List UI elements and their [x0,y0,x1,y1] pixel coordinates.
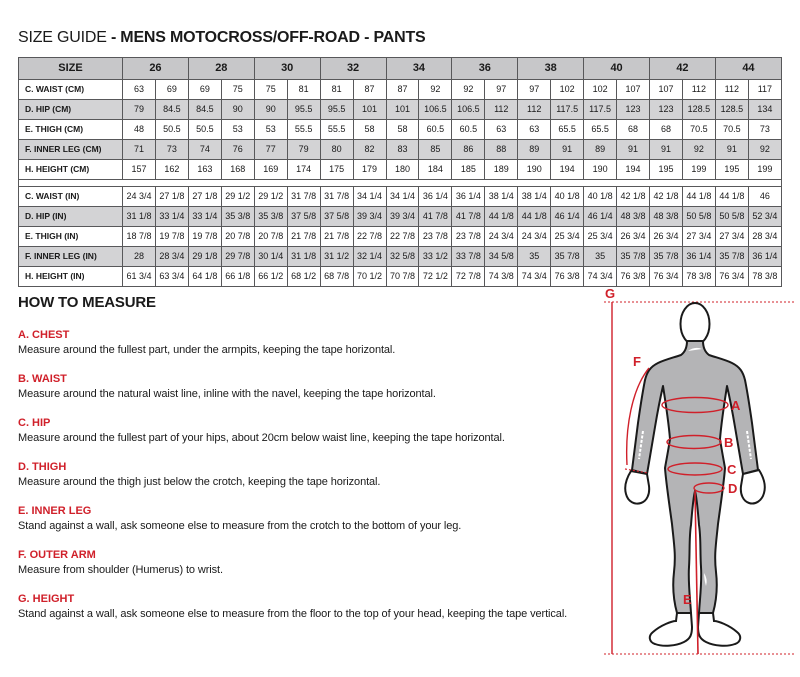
size-value-cell: 21 7/8 [287,227,320,247]
size-value-cell: 194 [617,160,650,180]
size-table-row [19,267,782,287]
size-value-cell: 112 [518,100,551,120]
size-value-cell: 44 1/8 [485,207,518,227]
size-value-cell: 44 1/8 [682,187,715,207]
size-value-cell: 179 [353,160,386,180]
size-value-cell: 29 7/8 [221,247,254,267]
size-value-cell: 34 1/4 [386,187,419,207]
size-value-cell: 33 1/2 [419,247,452,267]
size-value-cell: 102 [551,80,584,100]
size-value-cell: 39 3/4 [353,207,386,227]
size-column-header: 28 [188,58,254,80]
measure-item-label: A. CHEST [18,329,70,341]
size-value-cell: 58 [353,120,386,140]
size-value-cell: 53 [254,120,287,140]
size-value-cell: 41 7/8 [419,207,452,227]
size-value-cell: 190 [518,160,551,180]
size-value-cell: 76 3/8 [551,267,584,287]
size-value-cell: 44 1/8 [518,207,551,227]
size-value-cell: 90 [254,100,287,120]
measure-item-text: Measure around the fullest part of your hips, about 20cm below waist line, keeping the tape horizontal. [18,432,505,444]
size-value-cell: 58 [386,120,419,140]
size-value-cell: 27 3/4 [715,227,748,247]
size-value-cell: 29 1/8 [188,247,221,267]
size-value-cell: 28 [123,247,156,267]
figure-label-f: F [633,354,641,369]
size-value-cell: 87 [386,80,419,100]
size-value-cell: 95.5 [320,100,353,120]
size-value-cell: 70 1/2 [353,267,386,287]
size-value-cell: 36 1/4 [419,187,452,207]
size-value-cell: 81 [320,80,353,100]
size-column-header: 26 [123,58,189,80]
size-value-cell: 89 [584,140,617,160]
size-value-cell: 22 7/8 [386,227,419,247]
size-value-cell: 92 [419,80,452,100]
measure-item [18,373,618,400]
size-value-cell: 74 3/4 [584,267,617,287]
measure-item-text: Stand against a wall, ask someone else to measure from the floor to the top of your head, keeping the tape vertical. [18,608,568,620]
size-value-cell: 117.5 [584,100,617,120]
size-value-cell: 31 1/2 [320,247,353,267]
size-column-header: 30 [254,58,320,80]
measurement-figure [592,287,797,672]
page-title-regular: SIZE GUIDE [18,28,111,46]
size-value-cell: 75 [221,80,254,100]
row-label: E. THIGH (CM) [19,120,123,140]
size-value-cell: 92 [748,140,781,160]
size-value-cell: 106.5 [419,100,452,120]
size-value-cell: 194 [551,160,584,180]
size-value-cell: 72 1/2 [419,267,452,287]
size-value-cell: 48 [123,120,156,140]
size-value-cell: 63 [518,120,551,140]
size-value-cell: 27 3/4 [682,227,715,247]
size-value-cell: 77 [254,140,287,160]
measure-item [18,417,618,444]
size-value-cell: 55.5 [287,120,320,140]
size-value-cell: 25 3/4 [551,227,584,247]
measure-item-label: F. OUTER ARM [18,549,96,561]
measure-item [18,593,618,620]
size-corner-header: SIZE [19,58,123,80]
size-value-cell: 32 1/4 [353,247,386,267]
size-value-cell: 64 1/8 [188,267,221,287]
size-value-cell: 52 3/4 [748,207,781,227]
size-value-cell: 31 1/8 [287,247,320,267]
size-table [18,57,782,287]
size-value-cell: 60.5 [452,120,485,140]
size-value-cell: 61 3/4 [123,267,156,287]
size-column-header: 36 [452,58,518,80]
size-value-cell: 38 1/4 [485,187,518,207]
size-value-cell: 91 [551,140,584,160]
figure-label-g: G [605,287,616,301]
size-table-row [19,207,782,227]
size-value-cell: 35 7/8 [715,247,748,267]
size-value-cell: 81 [287,80,320,100]
figure-left-foot [650,613,692,646]
page-title-bold: - MENS MOTOCROSS/OFF-ROAD - PANTS [110,28,426,46]
size-value-cell: 50 5/8 [682,207,715,227]
size-value-cell: 95.5 [287,100,320,120]
size-value-cell: 36 1/4 [748,247,781,267]
size-value-cell: 20 7/8 [221,227,254,247]
size-value-cell: 48 3/8 [650,207,683,227]
size-value-cell: 70.5 [715,120,748,140]
size-value-cell: 74 [188,140,221,160]
size-value-cell: 35 3/8 [254,207,287,227]
measure-item [18,549,618,576]
size-value-cell: 128.5 [715,100,748,120]
row-label: F. INNER LEG (IN) [19,247,123,267]
size-value-cell: 50.5 [188,120,221,140]
size-value-cell: 174 [287,160,320,180]
size-value-cell: 92 [682,140,715,160]
measure-item-label: E. INNER LEG [18,505,92,517]
size-value-cell: 53 [221,120,254,140]
size-value-cell: 24 3/4 [518,227,551,247]
size-table-row [19,120,782,140]
size-value-cell: 42 1/8 [650,187,683,207]
size-value-cell: 27 1/8 [155,187,188,207]
size-value-cell: 55.5 [320,120,353,140]
size-value-cell: 46 1/4 [584,207,617,227]
size-value-cell: 102 [584,80,617,100]
size-value-cell: 29 1/2 [221,187,254,207]
size-value-cell: 90 [221,100,254,120]
size-value-cell: 23 7/8 [452,227,485,247]
size-value-cell: 38 1/4 [518,187,551,207]
size-value-cell: 39 3/4 [386,207,419,227]
size-value-cell: 26 3/4 [617,227,650,247]
page-title [18,29,426,47]
size-value-cell: 34 5/8 [485,247,518,267]
size-value-cell: 75 [254,80,287,100]
size-value-cell: 73 [748,120,781,140]
measure-item-label: D. THIGH [18,461,67,473]
size-value-cell: 18 7/8 [123,227,156,247]
size-value-cell: 68 1/2 [287,267,320,287]
size-value-cell: 91 [715,140,748,160]
size-value-cell: 84.5 [188,100,221,120]
size-table-row [19,140,782,160]
size-value-cell: 97 [518,80,551,100]
size-value-cell: 76 [221,140,254,160]
size-value-cell: 195 [650,160,683,180]
row-label: C. WAIST (IN) [19,187,123,207]
size-value-cell: 123 [650,100,683,120]
size-value-cell: 24 3/4 [485,227,518,247]
size-value-cell: 60.5 [419,120,452,140]
size-value-cell: 86 [452,140,485,160]
size-value-cell: 195 [715,160,748,180]
row-label: C. WAIST (CM) [19,80,123,100]
size-value-cell: 66 1/2 [254,267,287,287]
size-value-cell: 112 [682,80,715,100]
size-value-cell: 35 3/8 [221,207,254,227]
size-value-cell: 199 [748,160,781,180]
size-value-cell: 92 [452,80,485,100]
figure-left-hand [625,471,649,504]
row-label: D. HIP (CM) [19,100,123,120]
size-column-header: 32 [320,58,386,80]
measure-item-label: B. WAIST [18,373,67,385]
size-table-body [19,80,782,287]
size-value-cell: 79 [123,100,156,120]
size-value-cell: 69 [188,80,221,100]
size-value-cell: 33 1/4 [155,207,188,227]
figure-label-c: C [727,462,737,477]
how-to-measure-section [18,294,618,637]
figure-label-d: D [728,481,738,496]
how-to-measure-list [18,329,618,620]
size-value-cell: 76 3/8 [617,267,650,287]
size-value-cell: 19 7/8 [155,227,188,247]
size-value-cell: 112 [485,100,518,120]
size-table-row [19,227,782,247]
size-value-cell: 27 1/8 [188,187,221,207]
size-value-cell: 25 3/4 [584,227,617,247]
size-value-cell: 78 3/8 [748,267,781,287]
measure-item-label: C. HIP [18,417,51,429]
size-value-cell: 68 [617,120,650,140]
measure-item-text: Measure from shoulder (Humerus) to wrist. [18,564,223,576]
how-to-measure-heading: HOW TO MEASURE [18,294,156,311]
size-value-cell: 66 1/8 [221,267,254,287]
measure-item-text: Measure around the thigh just below the crotch, keeping the tape horizontal. [18,476,381,488]
size-value-cell: 76 3/4 [650,267,683,287]
size-column-header: 42 [650,58,716,80]
figure-right-foot [698,613,740,646]
size-value-cell: 65.5 [584,120,617,140]
size-value-cell: 40 1/8 [551,187,584,207]
row-label: H. HEIGHT (IN) [19,267,123,287]
measure-item-text: Measure around the fullest part, under the armpits, keeping the tape horizontal. [18,344,396,356]
size-column-header: 38 [518,58,584,80]
size-value-cell: 20 7/8 [254,227,287,247]
size-table-row [19,187,782,207]
figure-head [681,303,710,345]
size-value-cell: 107 [650,80,683,100]
size-value-cell: 72 7/8 [452,267,485,287]
size-value-cell: 23 7/8 [419,227,452,247]
size-value-cell: 84.5 [155,100,188,120]
size-value-cell: 29 1/2 [254,187,287,207]
measure-item [18,505,618,532]
size-value-cell: 70 7/8 [386,267,419,287]
size-value-cell: 28 3/4 [748,227,781,247]
size-value-cell: 63 [123,80,156,100]
size-value-cell: 76 3/4 [715,267,748,287]
size-value-cell: 169 [254,160,287,180]
size-value-cell: 117 [748,80,781,100]
figure-body-suit [632,341,758,613]
size-value-cell: 26 3/4 [650,227,683,247]
row-label: H. HEIGHT (CM) [19,160,123,180]
size-value-cell: 85 [419,140,452,160]
size-value-cell: 22 7/8 [353,227,386,247]
size-value-cell: 88 [485,140,518,160]
size-value-cell: 91 [617,140,650,160]
size-value-cell: 36 1/4 [682,247,715,267]
size-value-cell: 48 3/8 [617,207,650,227]
measure-item [18,329,618,356]
row-label: E. THIGH (IN) [19,227,123,247]
size-value-cell: 46 [748,187,781,207]
size-value-cell: 117.5 [551,100,584,120]
size-value-cell: 33 7/8 [452,247,485,267]
size-table-row [19,160,782,180]
size-value-cell: 35 7/8 [551,247,584,267]
size-value-cell: 70.5 [682,120,715,140]
row-label: F. INNER LEG (CM) [19,140,123,160]
size-value-cell: 35 7/8 [650,247,683,267]
size-value-cell: 78 3/8 [682,267,715,287]
size-value-cell: 21 7/8 [320,227,353,247]
size-value-cell: 37 5/8 [320,207,353,227]
size-table-row [19,247,782,267]
size-value-cell: 189 [485,160,518,180]
size-value-cell: 35 [518,247,551,267]
size-value-cell: 28 3/4 [155,247,188,267]
size-value-cell: 157 [123,160,156,180]
size-value-cell: 24 3/4 [123,187,156,207]
size-value-cell: 107 [617,80,650,100]
size-value-cell: 123 [617,100,650,120]
size-value-cell: 50 5/8 [715,207,748,227]
size-value-cell: 163 [188,160,221,180]
size-value-cell: 89 [518,140,551,160]
size-value-cell: 101 [386,100,419,120]
size-value-cell: 73 [155,140,188,160]
size-table-row [19,100,782,120]
size-value-cell: 101 [353,100,386,120]
size-value-cell: 35 7/8 [617,247,650,267]
size-value-cell: 44 1/8 [715,187,748,207]
size-value-cell: 199 [682,160,715,180]
size-value-cell: 134 [748,100,781,120]
size-value-cell: 63 3/4 [155,267,188,287]
size-value-cell: 32 5/8 [386,247,419,267]
size-value-cell: 190 [584,160,617,180]
size-value-cell: 106.5 [452,100,485,120]
size-value-cell: 41 7/8 [452,207,485,227]
size-value-cell: 30 1/4 [254,247,287,267]
size-value-cell: 82 [353,140,386,160]
size-value-cell: 184 [419,160,452,180]
size-value-cell: 69 [155,80,188,100]
size-value-cell: 37 5/8 [287,207,320,227]
size-value-cell: 19 7/8 [188,227,221,247]
size-value-cell: 80 [320,140,353,160]
size-value-cell: 91 [650,140,683,160]
size-value-cell: 65.5 [551,120,584,140]
size-value-cell: 128.5 [682,100,715,120]
size-value-cell: 97 [485,80,518,100]
size-column-header: 44 [715,58,781,80]
row-label: D. HIP (IN) [19,207,123,227]
size-value-cell: 36 1/4 [452,187,485,207]
size-value-cell: 79 [287,140,320,160]
measure-item [18,461,618,488]
size-value-cell: 31 1/8 [123,207,156,227]
size-value-cell: 50.5 [155,120,188,140]
size-value-cell: 87 [353,80,386,100]
size-column-header: 34 [386,58,452,80]
size-value-cell: 42 1/8 [617,187,650,207]
measure-item-label: G. HEIGHT [18,593,75,605]
size-value-cell: 34 1/4 [353,187,386,207]
measure-item-text: Measure around the natural waist line, inline with the navel, keeping the tape horizontal. [18,388,436,400]
size-value-cell: 68 [650,120,683,140]
figure-label-a: A [731,398,741,413]
figure-label-b: B [724,435,734,450]
figure-right-hand [741,470,765,504]
size-value-cell: 35 [584,247,617,267]
size-value-cell: 31 7/8 [287,187,320,207]
unit-separator-row [19,180,782,187]
size-value-cell: 46 1/4 [551,207,584,227]
size-value-cell: 83 [386,140,419,160]
size-value-cell: 71 [123,140,156,160]
measure-item-text: Stand against a wall, ask someone else to measure from the crotch to the bottom of your leg. [18,520,462,532]
size-value-cell: 112 [715,80,748,100]
size-value-cell: 185 [452,160,485,180]
size-header-row [19,58,782,80]
size-column-header: 40 [584,58,650,80]
size-value-cell: 33 1/4 [188,207,221,227]
size-value-cell: 180 [386,160,419,180]
size-value-cell: 175 [320,160,353,180]
size-table-row [19,80,782,100]
size-value-cell: 168 [221,160,254,180]
size-value-cell: 68 7/8 [320,267,353,287]
size-table-head [19,58,782,80]
size-value-cell: 31 7/8 [320,187,353,207]
size-value-cell: 63 [485,120,518,140]
size-value-cell: 74 3/8 [485,267,518,287]
figure-label-e: E [683,592,692,607]
size-value-cell: 74 3/4 [518,267,551,287]
size-value-cell: 162 [155,160,188,180]
size-value-cell: 40 1/8 [584,187,617,207]
